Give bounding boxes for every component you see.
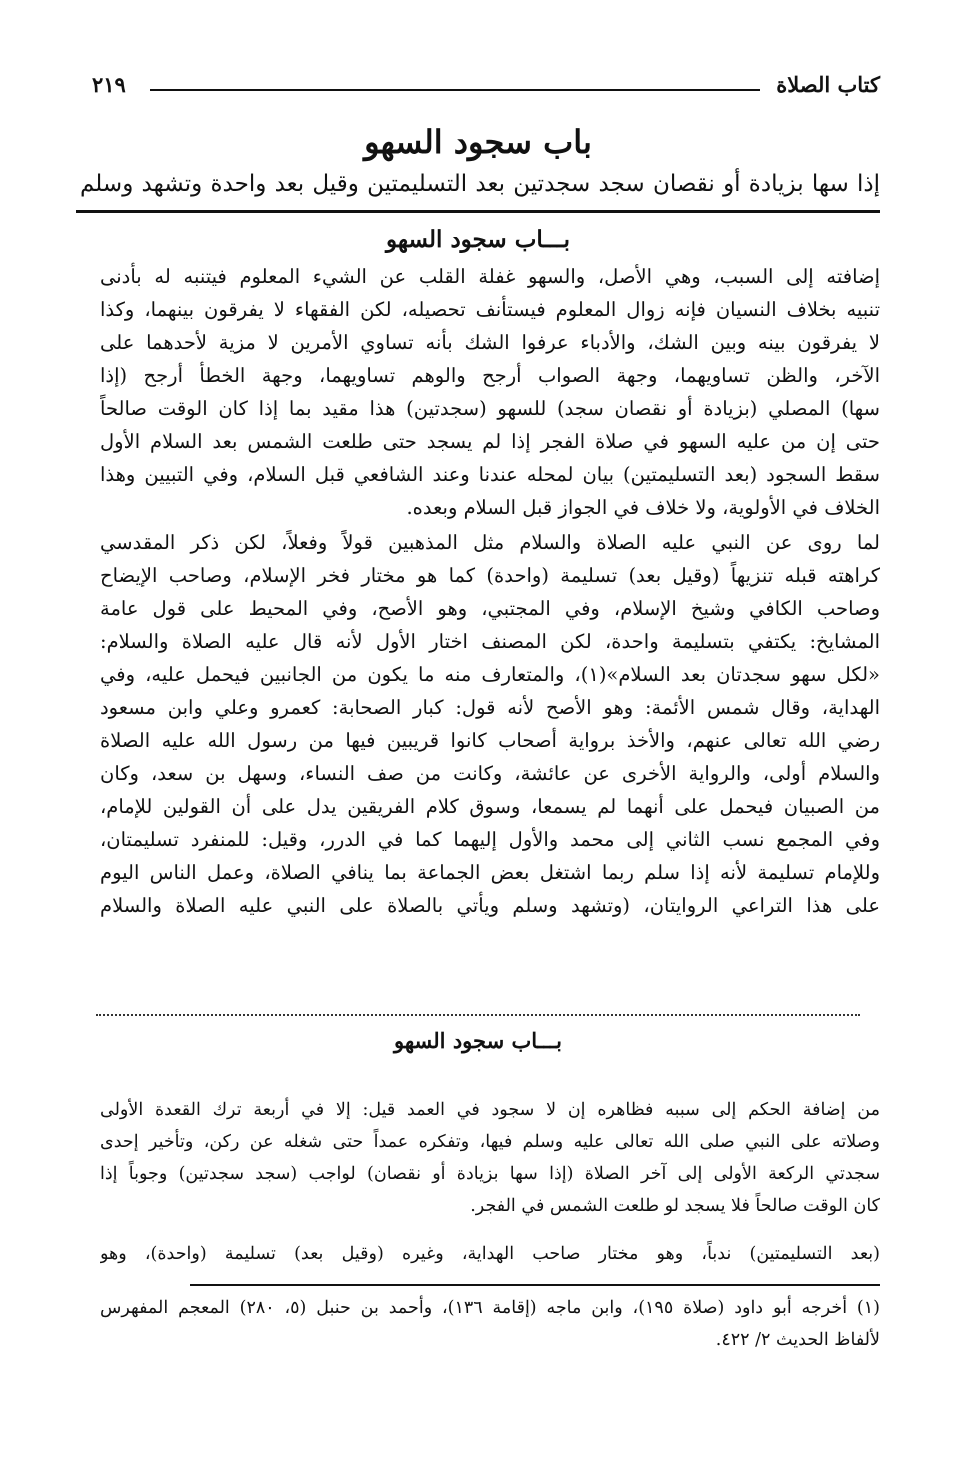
commentary-1-p2-line-12: على هذا التراعي الروايتان، (وتشهد وسلم ويأتي بالصلاة على النبي عليه الصلاة والسلام	[100, 894, 880, 917]
commentary-1-line-7: سقط السجود (بعد التسليمتين) بيان لمحله عندنا وعند الشافعي قبل السلام، وفي التبيين وهذا	[100, 463, 880, 486]
matn-separator	[76, 210, 880, 213]
commentary-1-line-4: الآخر، والظن تساويهما، وجهة الصواب أرجح والوهم تساويهما، وجهة الخطأ أرجح (إذا	[100, 364, 880, 387]
footnote-line-2: لألفاظ الحديث ٢/ ٤٢٢.	[715, 1330, 880, 1350]
commentary-1-p2-line-10: وفي المجمع نسب الثاني إلى محمد والأول إليهما كما في الدرر، وقيل: للمنفرد تسليمتان،	[100, 828, 880, 851]
commentary-2-line-4: كان الوقت صالحاً فلا يسجد لو طلعت الشمس في الفجر.	[470, 1196, 880, 1216]
commentary-1-p2-line-3: وصاحب الكافي وشيخ الإسلام، وفي المجتبي، وهو الأصح، وفي المحيط على قول عامة	[100, 597, 880, 620]
running-header-title: كتاب الصلاة	[776, 72, 880, 97]
commentary-1-p2-line-1: لما روى عن النبي عليه الصلاة والسلام مثل المذهبين قولاً وفعلاً، لكن ذكر المقدسي	[100, 531, 880, 554]
commentary-1-line-8: الخلاف في الأولوية، ولا خلاف في الجواز قبل السلام وبعده.	[406, 496, 880, 519]
commentary-1-p2-line-11: وللإمام تسليمة لأنه إذا سلم ربما اشتغل بعض الجماعة بما ينافي الصلاة، وعمل الناس اليوم	[100, 861, 880, 884]
footnote-line-1: (١) أخرجه أبو داود (صلاة ١٩٥)، وابن ماجه (إقامة ١٣٦)، وأحمد بن حنبل (٥، ٢٨٠) المعجم المفهرس	[100, 1298, 880, 1318]
commentary-2-line-1: من إضافة الحكم إلى سببه فظاهره إن لا سجود في العمد قيل: إلا في أربعة ترك القعدة الأولى	[100, 1100, 880, 1120]
commentary-1-line-1: إضافته إلى السبب، وهي الأصل، والسهو غفلة القلب عن الشيء المعلوم فيتنبه له بأدنى	[100, 265, 880, 288]
commentary-2-line-2: وصلاته على النبي صلى الله تعالى عليه وسلم فيها، وتفكره عمداً حتى شغله عن ركن، وتأخير إحدى	[100, 1132, 880, 1152]
commentary-1-p2-line-8: والسلام أولى، والرواية الأخرى عن عائشة، وكانت من صف النساء، وسهل بن سعد، وكان	[100, 762, 880, 785]
running-header-rule	[150, 89, 760, 91]
matn-text: إذا سها بزيادة أو نقصان سجد سجدتين بعد التسليمتين وقيل بعد واحدة وتشهد وسلم	[80, 171, 880, 197]
page-number: ٢١٩	[92, 72, 126, 97]
commentary-2-line-3: سجدتي الركعة الأولى إلى آخر الصلاة (إذا سها بزيادة أو نقصان) لواجب (سجد سجدتين) وجوباً إذا	[100, 1164, 880, 1184]
commentary-1-p2-line-2: كراهته قبله تنزيهاً (وقيل بعد) تسليمة (واحدة) كما هو مختار فخر الإسلام، وصاحب الإيضاح	[100, 564, 880, 587]
commentary-1-p2-line-9: من الصبيان فيحمل على أنهما لم يسمعا، وسوق كلام الفريقين يدل على أن القولين للإمام،	[100, 795, 880, 818]
chapter-title: باب سجود السهو	[364, 123, 592, 161]
commentary-1-p2-line-5: «لكل سهو سجدتان بعد السلام»(١)، والمتعارف منه ما يكون من الجانبين فيحمل عليه، وفي	[100, 663, 880, 686]
commentary-1-line-5: سها) المصلي (بزيادة أو نقصان سجد) للسهو (سجدتين) هذا مقيد بما إذا كان الوقت صالحاً	[100, 397, 880, 420]
commentary-1-p2-line-6: الهداية، وقال شمس الأئمة: وهو الأصح لأنه قول: كبار الصحابة: كعمرو وعلي وابن مسعود	[100, 696, 880, 719]
commentary-1-line-3: لا يفرقون بينه وبين الشك، والأدباء عرفوا الشك بأنه تساوي الأمرين لا مزية لأحدهما على	[100, 331, 880, 354]
commentary-divider	[96, 1014, 860, 1016]
commentary-2-heading: بـــاب سجود السهو	[394, 1028, 562, 1053]
commentary-1-line-6: حتى إن من عليه السهو في صلاة الفجر إذا لم يسجد حتى طلعت الشمس بعد السلام الأول	[100, 430, 880, 453]
commentary-1-p2-line-4: المشايخ: يكتفي بتسليمة واحدة، لكن المصنف اختار الأول لأنه قال عليه الصلاة والسلام:	[100, 630, 880, 653]
footnote-separator	[190, 1284, 880, 1286]
commentary-1-heading: بـــاب سجود السهو	[386, 226, 570, 253]
commentary-1-line-2: تنبيه بخلاف النسيان فإنه زوال المعلوم فيستأنف تحصيله، لكن الفقهاء لا يفرقون بينهما، وكذا	[100, 298, 880, 321]
commentary-2-line-5: (بعد التسليمتين) ندباً، وهو مختار صاحب الهداية، وغيره (وقيل بعد) تسليمة (واحدة)، وهو	[100, 1244, 880, 1264]
commentary-1-p2-line-7: رضي الله تعالى عنهم، والأخذ برواية أصحاب كانوا قريبين فيها من رسول الله عليه الصلاة	[100, 729, 880, 752]
